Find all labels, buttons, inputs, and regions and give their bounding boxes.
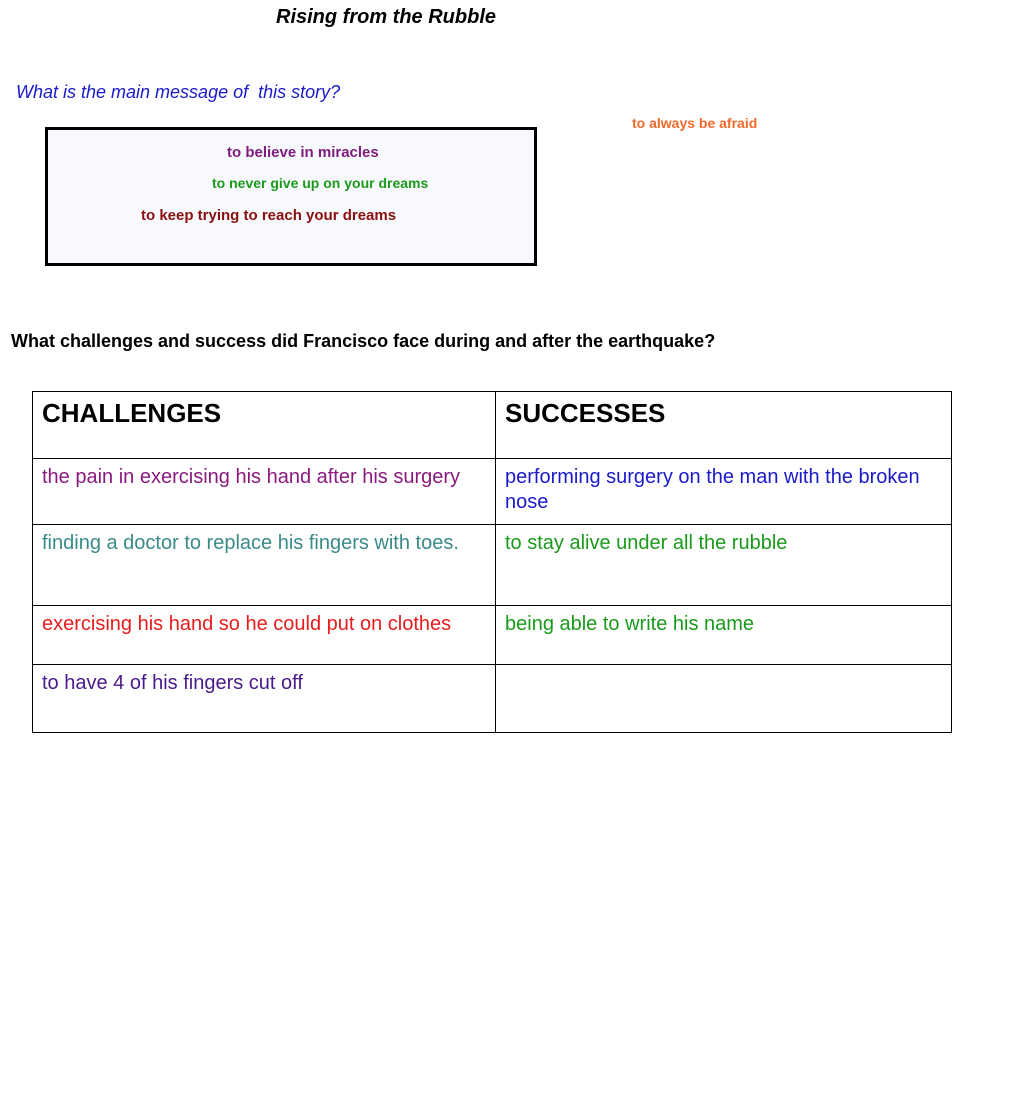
table-row (33, 525, 952, 606)
answer-option-keep-trying[interactable]: to keep trying to reach your dreams (141, 207, 397, 224)
challenges-successes-table (32, 391, 952, 733)
success-cell[interactable]: performing surgery on the man with the broken nose (496, 459, 952, 525)
success-cell[interactable]: to stay alive under all the rubble (496, 525, 952, 606)
challenge-cell[interactable]: the pain in exercising his hand after his surgery (33, 459, 496, 525)
challenges-header: CHALLENGES (33, 392, 496, 459)
answer-option-always-afraid[interactable]: to always be afraid (632, 115, 758, 131)
successes-header: SUCCESSES (496, 392, 952, 459)
answer-option-never-give-up[interactable]: to never give up on your dreams (212, 175, 429, 191)
table-row (33, 665, 952, 733)
table-row (33, 606, 952, 665)
success-cell[interactable] (496, 665, 952, 733)
challenge-cell[interactable]: to have 4 of his fingers cut off (33, 665, 496, 733)
challenge-cell[interactable]: finding a doctor to replace his fingers with toes. (33, 525, 496, 606)
answer-option-believe-miracles[interactable]: to believe in miracles (227, 144, 379, 161)
success-cell[interactable]: being able to write his name (496, 606, 952, 665)
challenge-cell[interactable]: exercising his hand so he could put on clothes (33, 606, 496, 665)
main-message-question: What is the main message of this story? (16, 82, 341, 102)
page-title: Rising from the Rubble (276, 6, 496, 28)
table-header-row (33, 392, 952, 459)
table-row (33, 459, 952, 525)
challenges-question: What challenges and success did Francisco face during and after the earthquake? (11, 331, 716, 351)
